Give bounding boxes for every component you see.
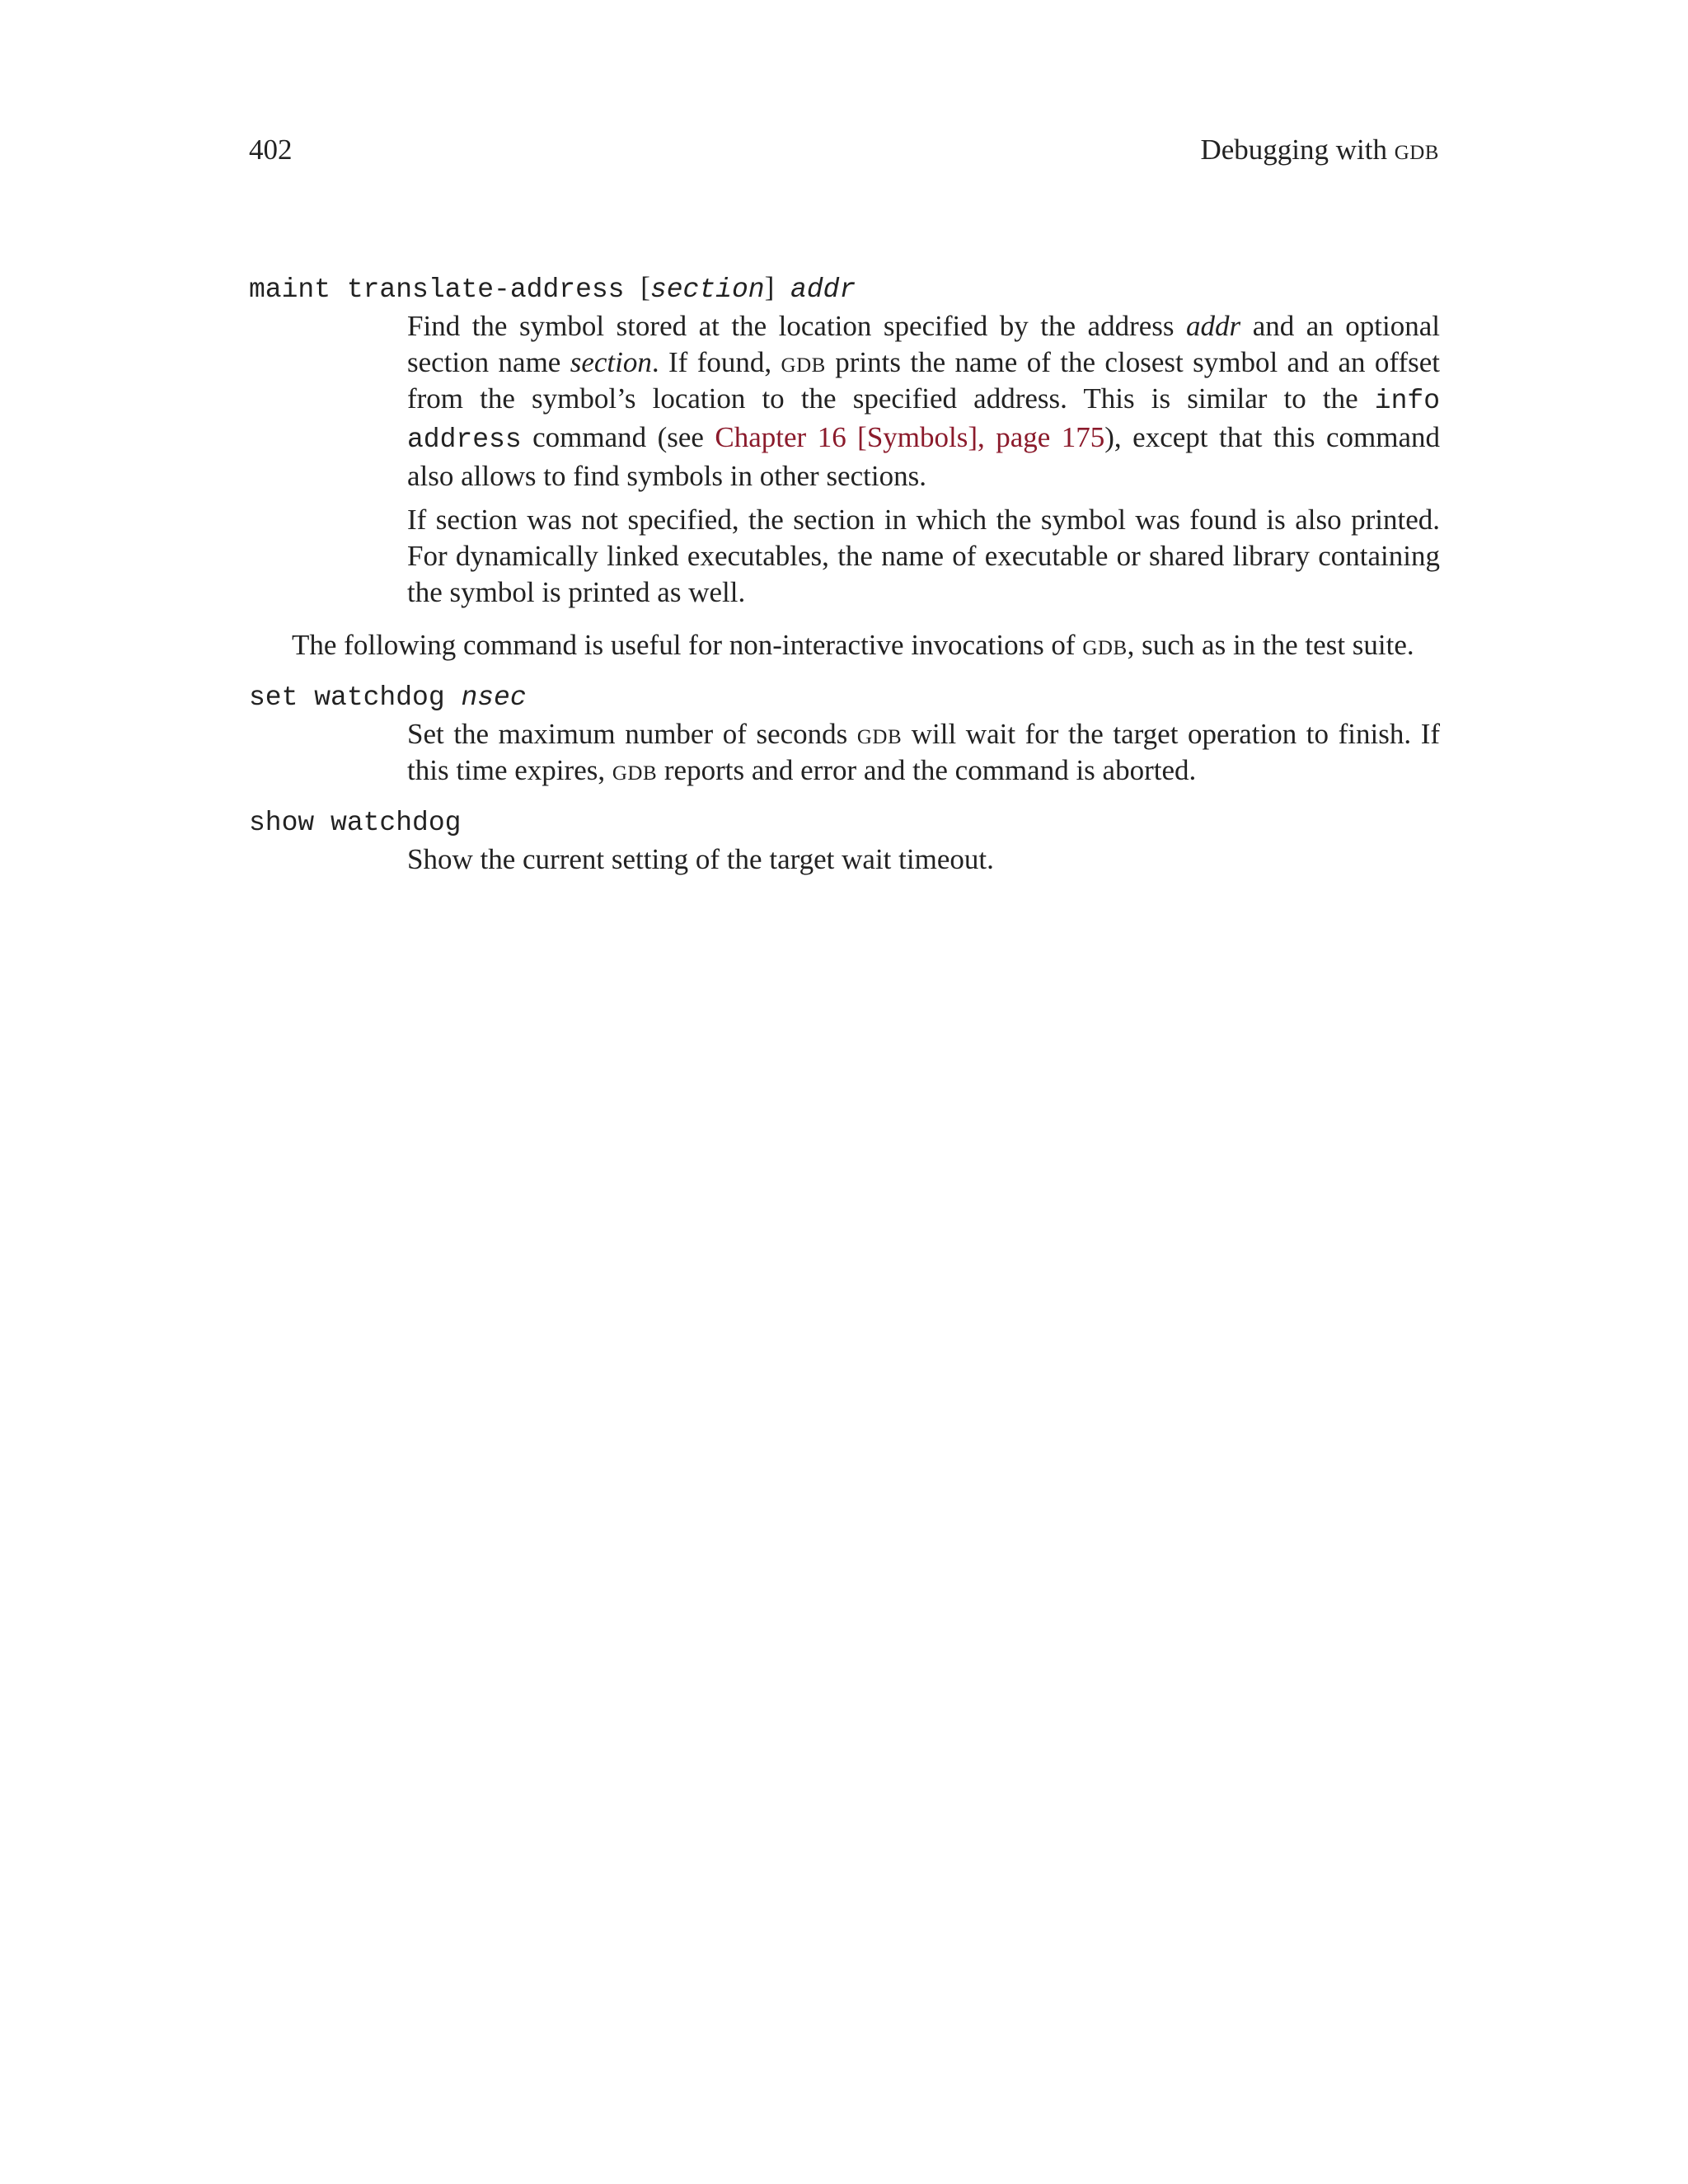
gdb-name: gdb: [856, 718, 903, 750]
description-paragraph: [407, 716, 1440, 789]
command-term: [249, 805, 1440, 841]
description-paragraph: [407, 308, 1440, 494]
description-paragraph: If section was not specified, the section in which the symbol was found is also printed. For dynamically linked executables, the name of executable or shared library containing the symbol is printed as well.: [407, 504, 1440, 608]
command-name: show watchdog: [249, 808, 462, 838]
description-paragraph: Show the current setting of the target wait timeout.: [407, 843, 994, 875]
command-name: set watchdog: [249, 682, 445, 713]
body-paragraph: [249, 627, 1440, 663]
inline-code: info address: [407, 386, 1440, 455]
gdb-name: gdb: [612, 754, 658, 786]
gdb-name: gdb: [1082, 629, 1128, 661]
text-run: prints the name of the closest symbol and an offset from the symbol’s location to the specified address. This is similar to the: [407, 346, 1440, 415]
command-arg-section: section: [649, 274, 765, 305]
command-term: [249, 680, 1440, 716]
running-title: [1200, 130, 1439, 170]
command-term: [249, 269, 1440, 308]
text-run: Find the symbol stored at the location specified by the address: [407, 310, 1187, 342]
text-run: . If found,: [651, 346, 781, 378]
text-run: command (see: [521, 421, 715, 453]
entry-show-watchdog: [249, 805, 1440, 878]
variable-addr: addr: [1186, 310, 1241, 342]
cross-reference-link[interactable]: Chapter 16 [Symbols], page 175: [715, 421, 1105, 453]
command-name: maint translate-address: [249, 274, 625, 305]
command-description: [407, 841, 1440, 878]
entry-maint-translate-address: [249, 269, 1440, 611]
page-number: 402: [249, 134, 293, 166]
command-arg-nsec: nsec: [461, 682, 527, 713]
text-run: reports and error and the command is aborted.: [657, 754, 1197, 786]
gdb-name: gdb: [781, 346, 826, 378]
text-run: and an optional section name: [407, 310, 1440, 378]
text-run: , such as in the test suite.: [1127, 629, 1414, 661]
text-run: ), except that this command also allows to find symbols in other sections.: [407, 421, 1440, 492]
text-run: Set the maximum number of seconds: [407, 718, 857, 750]
optional-open-bracket: [: [640, 271, 650, 303]
page-content: [249, 269, 1440, 878]
page-header: [249, 130, 1439, 170]
text-run: The following command is useful for non-interactive invocations of: [292, 629, 1083, 661]
command-description: [407, 308, 1440, 611]
text-run: will wait for the target operation to finish. If this time expires,: [407, 718, 1440, 786]
optional-close-bracket: ]: [764, 271, 775, 303]
running-title-text: Debugging with: [1200, 134, 1395, 166]
command-arg-addr: addr: [790, 274, 856, 305]
variable-section: section: [570, 346, 652, 378]
entry-set-watchdog: [249, 680, 1440, 789]
command-description: [407, 716, 1440, 789]
running-title-gdb: gdb: [1394, 134, 1439, 166]
